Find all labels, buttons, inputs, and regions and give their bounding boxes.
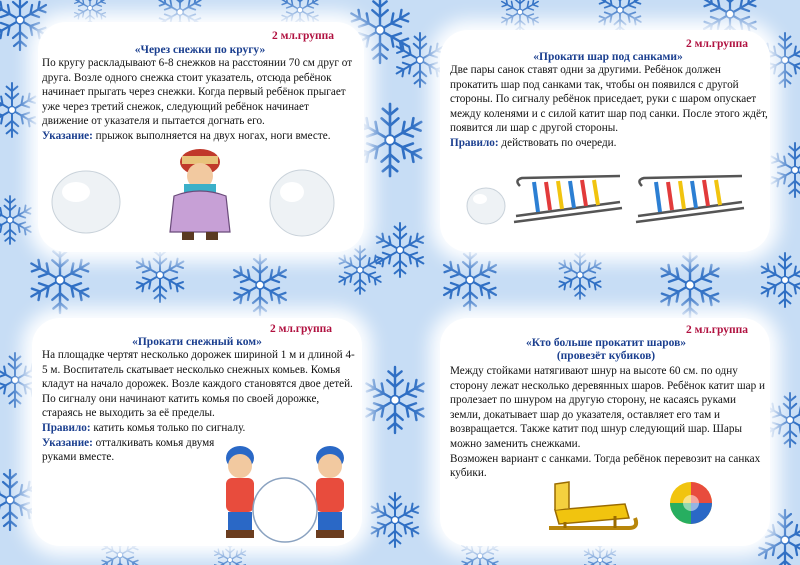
wooden-sled-icon [545, 474, 641, 536]
snowball-icon [268, 168, 336, 238]
snowball-icon [466, 186, 506, 226]
snowball-icon [50, 168, 122, 236]
group-label: 2 мл.группа [272, 30, 335, 42]
game-title: «Через снежки по кругу» [134, 44, 266, 56]
game-description: Между стойками натягивают шнур на высоте 60 см. по одну сторону лежат несколько деревянных шаров. Ребёнок катит шар и пролезает по шнуром на другую сторону, не касаясь руками земли, докатывает шар до указателя, оставляет его там и возвращается. Также катит под шнур следующий шар. Шары можно заменить снежками. Возможен вариант с санками. Тогда ребёнок перевозит на санках кубики. [450, 365, 765, 480]
game-description: Две пары санок ставят одни за другими. Ребёнок должен прокатить шар под санками так, чтобы он появился с другой стороны. По сигналу ребёнок приседает, руки с шаром опускает между коленями и с силой катит шар под санки. После этого ждёт, появится ли шар с другой стороны. Правило: действовать по очереди. [450, 64, 768, 149]
group-label: 2 мл.группа [270, 323, 333, 335]
game-subtitle: (провезёт кубиков) [556, 350, 656, 362]
game-description: На площадке чертят несколько дорожек шириной 1 м и длиной 4-5 м. Воспитатель скатывает несколько снежных комьев. Комья кладут на начало дорожек. Возле каждого становятся двое детей. По сигналу они начинают катить комья по своей дорожке, стараясь не выходить за её пределы. Правило: катить комья только по сигналу. Указание: отталкивать комья двумя руками вместе. [42, 349, 355, 464]
game-title: «Прокати снежный ком» [132, 336, 262, 348]
group-label: 2 мл.группа [686, 38, 749, 50]
sleds-icon [510, 172, 750, 232]
game-description: По кругу раскладывают 6-8 снежков на расстоянии 70 см друг от друга. Возле одного снежка стоит указатель, отсюда ребёнок начинает прыгать через снежки. Когда первый ребёнок прыгает уже через третий снежок, следующий ребёнок начинает движение от указателя и пытается догнать его. Указание: прыжок выполняется на двух ногах, ноги вместе. [42, 57, 353, 142]
group-label: 2 мл.группа [686, 324, 749, 336]
children-rolling-snowball-icon [222, 436, 348, 544]
child-in-winter-coat-icon [160, 146, 240, 242]
toy-cube-icon [668, 480, 714, 526]
game-title: «Кто больше прокатит шаров» [525, 337, 687, 349]
game-title: «Прокати шар под санками» [533, 51, 683, 63]
